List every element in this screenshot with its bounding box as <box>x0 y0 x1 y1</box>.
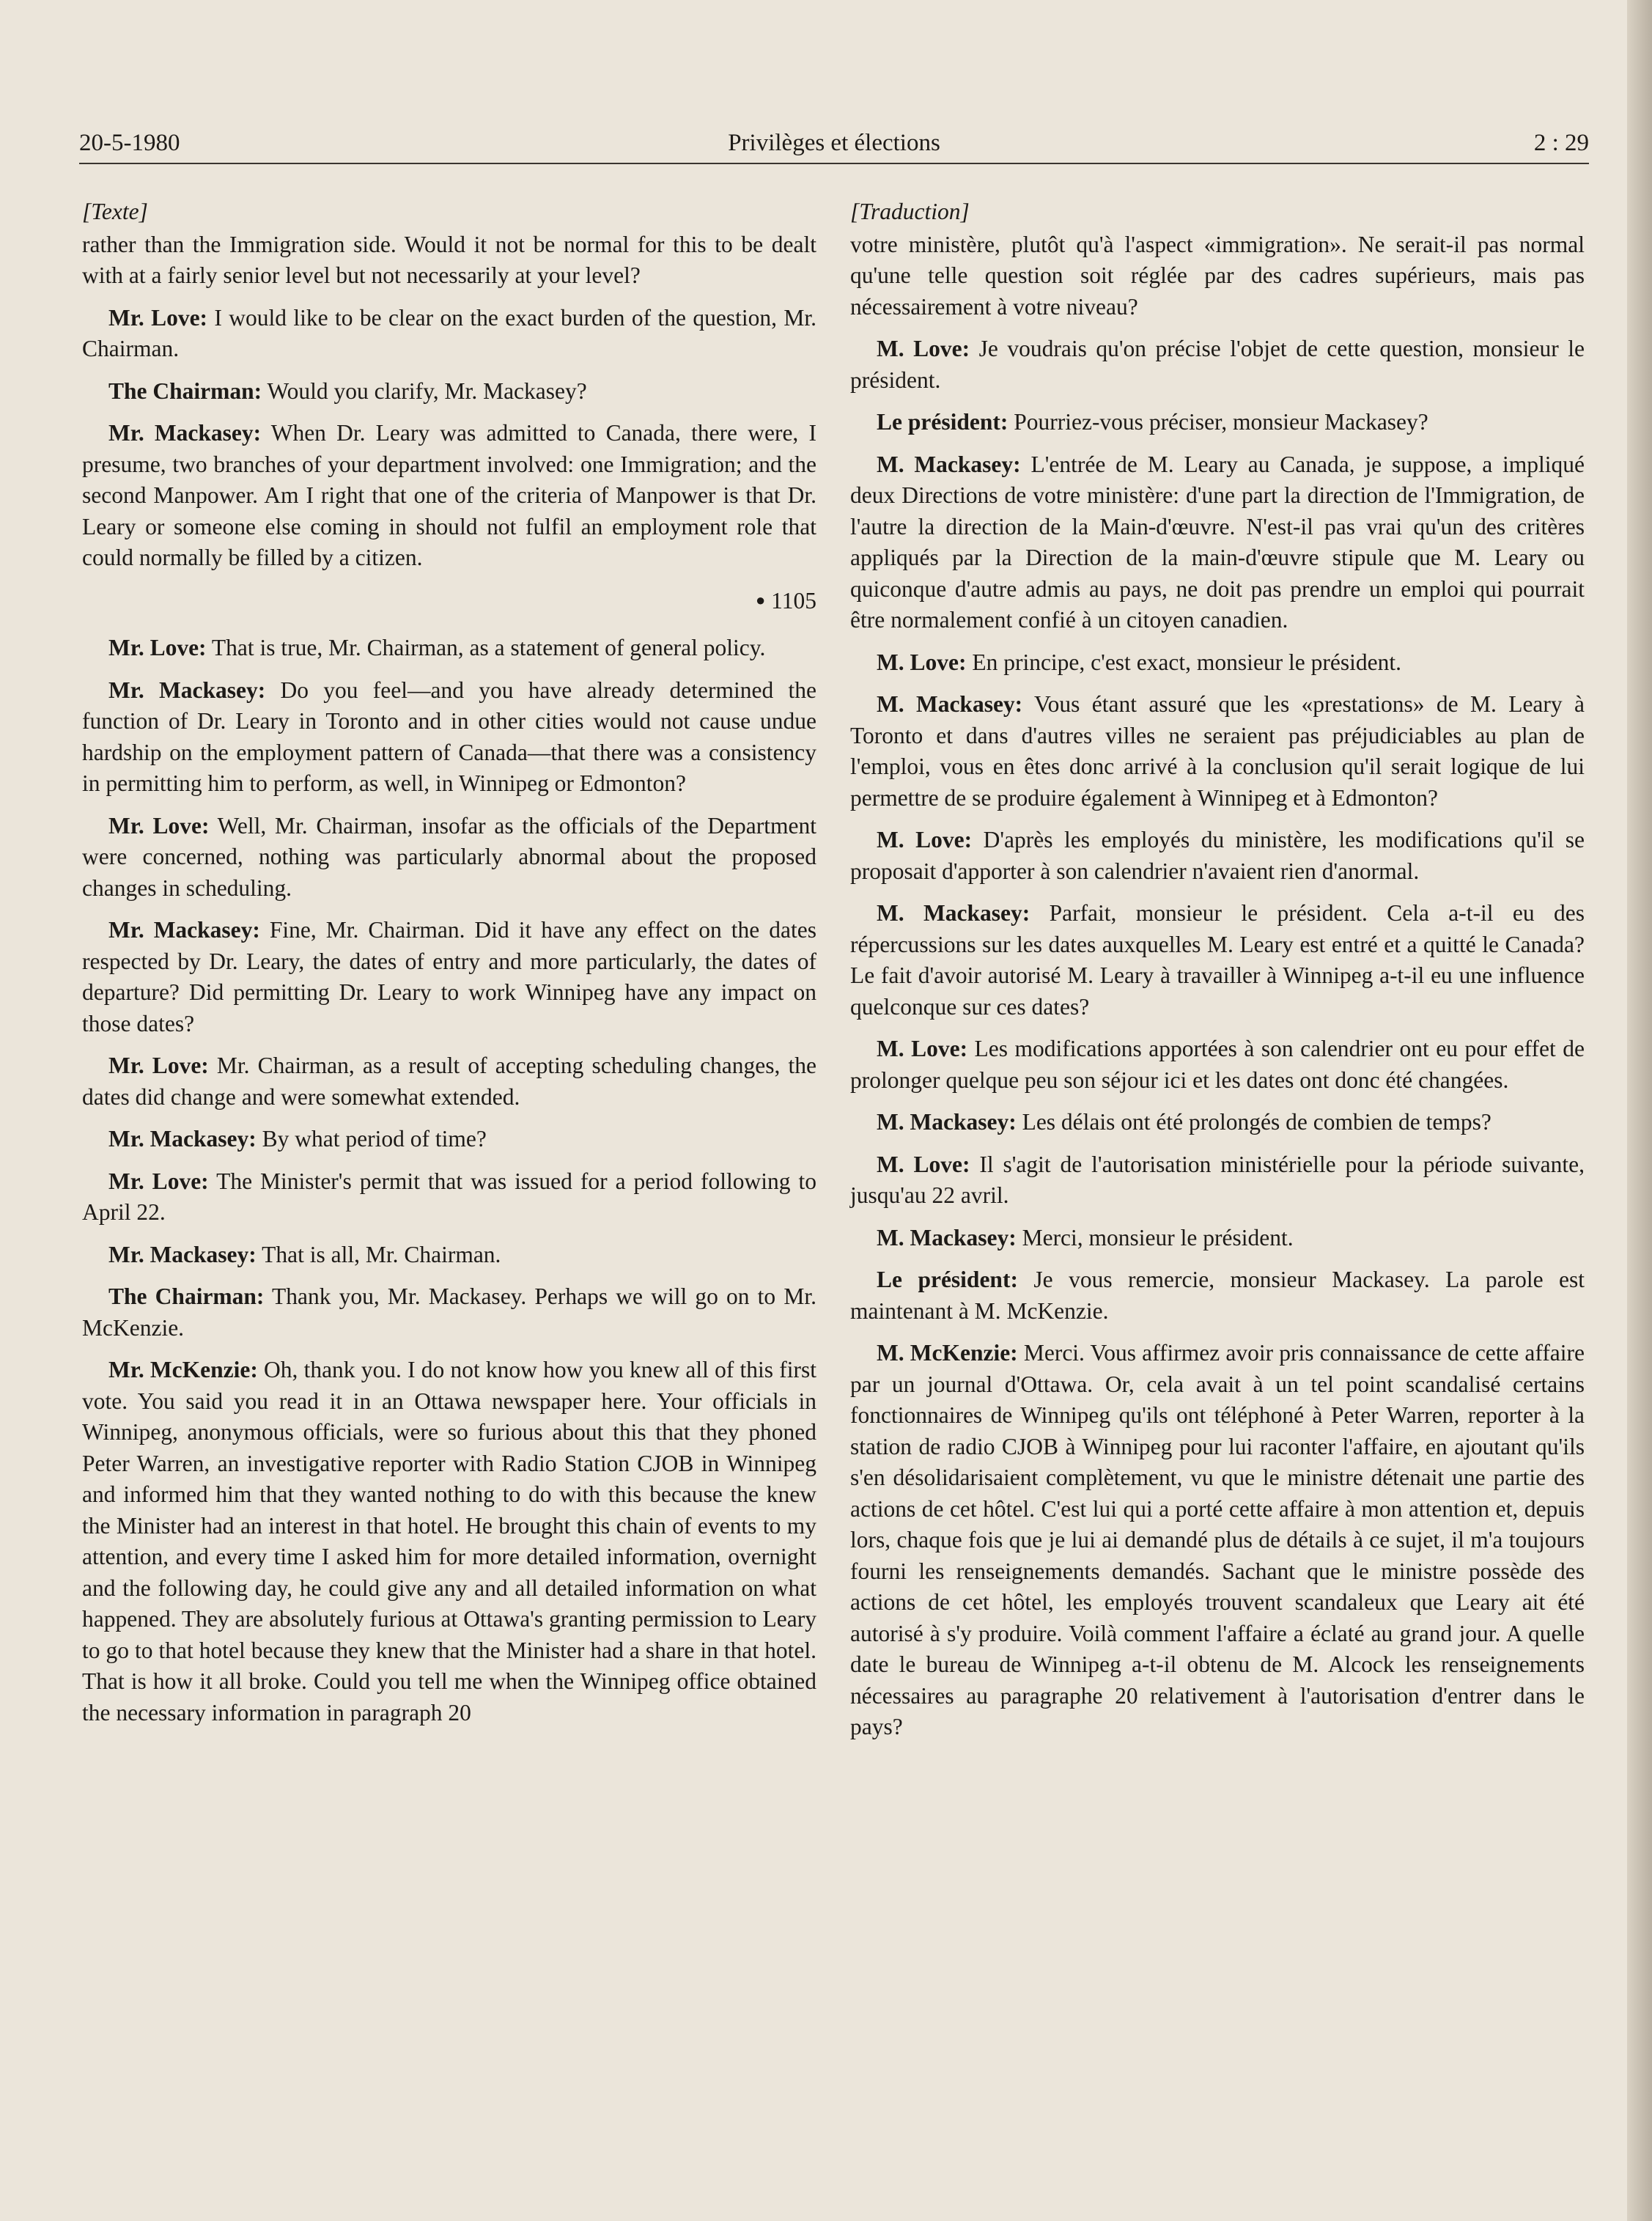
transcript-paragraph <box>850 1338 1585 1743</box>
paragraph-text: Je voudrais qu'on précise l'objet de cette question, monsieur le président. <box>850 336 1585 393</box>
paragraph-text: Would you clarify, Mr. Mackasey? <box>262 377 587 404</box>
paragraph-text: Fine, Mr. Chairman. Did it have any effect on the dates respected by Dr. Leary, the dates of entry and more particularly, the dates of departure? Did permitting Dr. Leary to work Winnipeg have any impact on those dates? <box>82 917 816 1036</box>
paragraph-text: Thank you, Mr. Mackasey. Perhaps we will go on to Mr. McKenzie. <box>82 1283 816 1341</box>
page-header <box>79 119 1589 164</box>
column-label-traduction: [Traduction] <box>850 199 970 224</box>
scan-edge-shadow <box>1627 0 1652 2221</box>
paragraph-text: votre ministère, plutôt qu'à l'aspect «immigration». Ne serait-il pas normal qu'une telle question soit réglée par des cadres supérieurs, mais pas nécessairement à votre niveau? <box>850 231 1585 320</box>
transcript-paragraph <box>82 675 816 800</box>
speaker-name: Le président: <box>877 409 1008 435</box>
paragraph-text: L'entrée de M. Leary au Canada, je suppose, a impliqué deux Directions de votre ministère: d'une part la direction de l'Immigration, de l'autre la direction de la Main-d'œuvre. N'est-il pas vrai qu'un des critères appliqués par la Direction de la main-d'œuvre stipule que M. Leary ou quiconque d'autre admis au pays, ne doit pas prendre un emploi qui pourrait être normalement confié à un citoyen canadien. <box>850 451 1585 633</box>
transcript-paragraph <box>82 1240 816 1271</box>
transcript-paragraph <box>850 647 1585 679</box>
transcript-paragraph <box>82 1355 816 1728</box>
paragraph-text: That is true, Mr. Chairman, as a statement of general policy. <box>206 635 766 660</box>
speaker-name: Mr. Mackasey: <box>108 677 266 703</box>
paragraph-text: Pourriez-vous préciser, monsieur Mackasey? <box>1008 409 1428 435</box>
transcript-paragraph <box>82 229 816 292</box>
paragraph-text: Merci, monsieur le président. <box>1016 1224 1294 1251</box>
speaker-name: Mr. Mackasey: <box>108 1241 257 1267</box>
paragraph-text: Mr. Chairman, as a result of accepting scheduling changes, the dates did change and were somewhat extended. <box>82 1053 816 1110</box>
paragraph-text: Merci. Vous affirmez avoir pris connaissance de cette affaire par un journal d'Ottawa. Or, cela avait à un tel point scandalisé certains fonctionnaires de Winnipeg qu'ils ont téléphoné à Peter Warren, reporter à la station de radio CJOB à Winnipeg pour lui raconter l'affaire, en ajoutant qu'ils s'en désolidarisaient complètement, vu que le ministre détenait une partie des actions de cet hôtel. C'est lui qui a porté cette affaire à mon attention et, depuis lors, chaque fois que je lui ai demandé plus de détails à ce sujet, il m'a toujours fourni les renseignements demandés. Sachant que le ministre possède des actions de cet hôtel, les employés trouvent scandaleux que Leary ait été autorisé à s'y produire. Voilà comment l'affaire a éclaté au grand jour. A quelle date le bureau de Winnipeg a-t-il obtenu de M. Alcock les renseignements nécessaires au paragraphe 20 relativement à l'autorisation d'entrer dans le pays? <box>850 1340 1585 1739</box>
header-page-number: 2 : 29 <box>1533 130 1589 156</box>
paragraph-text: Do you feel—and you have already determined the function of Dr. Leary in Toronto and in other cities would not cause undue hardship on the employment pattern of Canada—that there was a consistency in permitting him to perform, as well, in Winnipeg or Edmonton? <box>82 677 816 796</box>
french-paragraphs <box>850 229 1585 1743</box>
speaker-name: The Chairman: <box>108 1283 265 1309</box>
paragraph-text: When Dr. Leary was admitted to Canada, there were, I presume, two branches of your department involved: one Immigration; and the second Manpower. Am I right that one of the criteria of Manpower is that Dr. Leary or someone else coming in should not fulfil an employment role that could normally be filled by a citizen. <box>82 420 816 570</box>
speaker-name: M. Love: <box>877 1151 970 1177</box>
transcript-paragraph <box>850 825 1585 887</box>
transcript-paragraph <box>850 334 1585 396</box>
transcript-paragraph <box>850 229 1585 323</box>
speaker-name: M. Love: <box>877 649 967 675</box>
transcript-paragraph <box>82 915 816 1039</box>
paragraph-text: Vous étant assuré que les «prestations» de M. Leary à Toronto et dans d'autres villes ne seraient pas préjudiciables au plan de l'emploi, vous en êtes donc arrivé à la conclusion qu'il serait logique de lui permettre de se produire également à Winnipeg et à Edmonton? <box>850 691 1585 811</box>
bullet-icon: ● <box>755 590 766 609</box>
speaker-name: M. Love: <box>877 827 973 852</box>
english-column <box>82 196 816 1739</box>
time-marker <box>82 585 816 617</box>
speaker-name: Mr. Love: <box>108 1168 209 1194</box>
header-date: 20-5-1980 <box>79 130 180 156</box>
transcript-paragraph <box>850 1034 1585 1096</box>
transcript-paragraph <box>850 449 1585 636</box>
paragraph-text: Il s'agit de l'autorisation ministérielle pour la période suivante, jusqu'au 22 avril. <box>850 1151 1585 1208</box>
transcript-paragraph <box>82 1281 816 1344</box>
transcript-paragraph <box>82 1050 816 1113</box>
transcript-paragraph <box>850 689 1585 814</box>
transcript-paragraph <box>850 898 1585 1023</box>
paragraph-text: Well, Mr. Chairman, insofar as the officials of the Department were concerned, nothing was particularly abnormal about the proposed changes in scheduling. <box>82 812 816 901</box>
speaker-name: Mr. Mackasey: <box>108 917 260 943</box>
transcript-paragraph <box>82 418 816 574</box>
transcript-paragraph <box>82 1124 816 1155</box>
speaker-name: Mr. Love: <box>108 635 207 660</box>
column-label-texte: [Texte] <box>82 199 148 224</box>
transcript-paragraph <box>82 633 816 664</box>
speaker-name: M. Mackasey: <box>877 1109 1017 1135</box>
speaker-name: M. Mackasey: <box>877 1224 1017 1251</box>
speaker-name: Le président: <box>877 1267 1018 1292</box>
paragraph-text: rather than the Immigration side. Would it not be normal for this to be dealt with at a fairly senior level but not necessarily at your level? <box>82 231 816 288</box>
header-title: Privilèges et élections <box>728 130 940 156</box>
transcript-paragraph <box>82 1166 816 1229</box>
speaker-name: M. Mackasey: <box>877 900 1030 926</box>
speaker-name: M. McKenzie: <box>877 1340 1018 1366</box>
speaker-name: Mr. Mackasey: <box>108 1126 257 1152</box>
paragraph-text: Les modifications apportées à son calendrier ont eu pour effet de prolonger quelque peu son séjour ici et les dates ont donc été changées. <box>850 1036 1585 1093</box>
transcript-paragraph <box>850 1223 1585 1254</box>
speaker-name: Mr. Mackasey: <box>108 420 262 446</box>
speaker-name: M. Love: <box>877 336 970 361</box>
transcript-paragraph <box>850 407 1585 438</box>
paragraph-text: Oh, thank you. I do not know how you knew all of this first vote. You said you read it in an Ottawa newspaper here. Your officials in Winnipeg, anonymous officials, were so furious about this that they phoned Peter Warren, an investigative reporter with Radio Station CJOB in Winnipeg and informed him that they wanted nothing to do with this because the knew the Minister had an interest in that hotel. He brought this chain of events to my attention, and every time I asked him for more detailed information, overnight and the following day, he could give any and all detailed information on what happened. They are absolutely furious at Ottawa's granting permission to Leary to go to that hotel because they knew that the Minister had a share in that hotel. That is how it all broke. Could you tell me when the Winnipeg office obtained the necessary information in paragraph 20 <box>82 1357 816 1725</box>
transcript-paragraph <box>850 1264 1585 1327</box>
transcript-paragraph <box>850 1149 1585 1212</box>
time-marker-value: 1105 <box>771 587 816 614</box>
french-column <box>850 196 1585 1754</box>
paragraph-text: Les délais ont été prolongés de combien de temps? <box>1016 1109 1491 1135</box>
speaker-name: M. Mackasey: <box>877 691 1023 717</box>
paragraph-text: That is all, Mr. Chairman. <box>256 1241 501 1267</box>
speaker-name: Mr. Love: <box>108 812 210 839</box>
paragraph-text: Je vous remercie, monsieur Mackasey. La parole est maintenant à M. McKenzie. <box>850 1267 1585 1324</box>
speaker-name: M. Mackasey: <box>877 451 1021 477</box>
paragraph-text: By what period of time? <box>256 1126 487 1152</box>
paragraph-text: En principe, c'est exact, monsieur le président. <box>966 649 1401 675</box>
speaker-name: Mr. Love: <box>108 1053 209 1078</box>
speaker-name: The Chairman: <box>108 377 262 404</box>
speaker-name: Mr. McKenzie: <box>108 1357 258 1382</box>
transcript-paragraph <box>82 811 816 905</box>
english-paragraphs-bottom <box>82 633 816 1728</box>
speaker-name: Mr. Love: <box>108 304 208 331</box>
paragraph-text: I would like to be clear on the exact burden of the question, Mr. Chairman. <box>82 304 816 361</box>
paragraph-text: The Minister's permit that was issued for a period following to April 22. <box>82 1168 816 1225</box>
transcript-paragraph <box>82 376 816 408</box>
transcript-paragraph <box>850 1107 1585 1138</box>
speaker-name: M. Love: <box>877 1036 968 1061</box>
transcript-paragraph <box>82 303 816 365</box>
paragraph-text: D'après les employés du ministère, les modifications qu'il se proposait d'apporter à son calendrier n'avaient rien d'anormal. <box>850 827 1585 884</box>
english-paragraphs-top <box>82 229 816 574</box>
paragraph-text: Parfait, monsieur le président. Cela a-t-il eu des répercussions sur les dates auxquelles M. Leary est entré et a quitté le Canada? Le fait d'avoir autorisé M. Leary à travailler à Winnipeg a-t-il eu une influence quelconque sur ces dates? <box>850 900 1585 1020</box>
